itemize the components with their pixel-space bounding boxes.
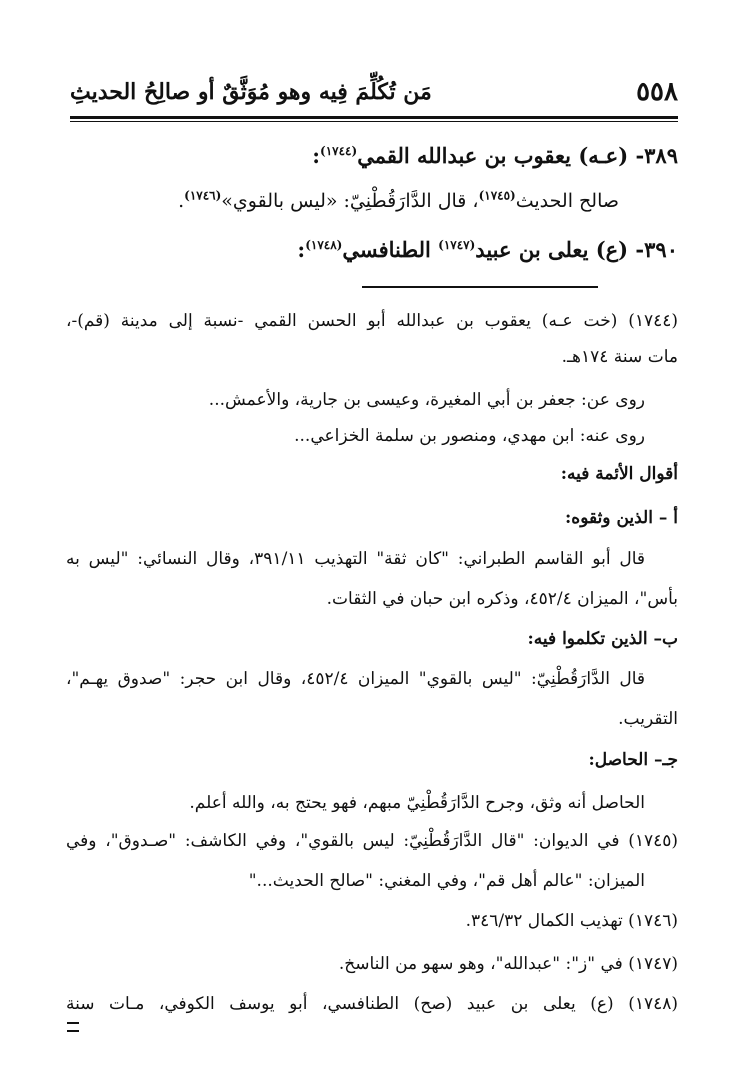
entry-389-colon: : [312, 143, 321, 168]
footnote-1744-line-1: (١٧٤٤) (خت عـه) يعقوب بن عبدالله أبو الحسن القمي -نسبة إلى مدينة (قم)-، [66, 311, 678, 331]
page-number: ٥٥٨ [636, 77, 678, 107]
heading-imams-sayings: أقوال الأئمة فيه: [560, 464, 678, 484]
conclusion-line: الحاصل أنه وثق، وجرح الدَّارَقُطْنِيّ مبهم، فهو يحتج به، والله أعلم. [189, 793, 645, 813]
footnote-1744-narrated-from: روى عن: جعفر بن أبي المغيرة، وعيسى بن جارية، والأعمش... [208, 390, 645, 410]
header-rule-thin [70, 121, 678, 122]
footnote-1746: (١٧٤٦) تهذيب الكمال ٣٤٦/٣٢. [465, 911, 678, 931]
entry-389-body [178, 186, 619, 216]
heading-those-who-trusted: أ – الذين وثقوه: [565, 508, 678, 528]
entry-390-heading [297, 235, 678, 265]
note-ref-1748: (١٧٤٨) [305, 238, 343, 252]
header-rule-thick [70, 116, 678, 119]
criticized-line-2: التقريب. [618, 709, 678, 729]
footnote-1745-line-2: الميزان: "عالم أهل قم"، وفي المغني: "صالح الحديث..." [248, 871, 645, 891]
entry-390-title: ٣٩٠- (ع) يعلى بن عبيد [475, 237, 678, 262]
footnote-1745-line-1: (١٧٤٥) في الديوان: "قال الدَّارَقُطْنِيّ: ليس بالقوي"، وفي الكاشف: "صـدوق"، وفي [66, 831, 678, 851]
running-title: مَن تُكُلِّمَ فِيه وهو مُوَثَّقٌ أو صالِحُ الحديثِ [70, 79, 432, 105]
note-ref-1746: (١٧٤٦) [184, 188, 222, 203]
note-ref-1745: (١٧٤٥) [478, 188, 516, 203]
entry-389-text-b: ، قال الدَّارَقُطْنِيّ: «ليس بالقوي» [221, 190, 479, 212]
footnote-1744-narrated-by: روى عنه: ابن مهدي، ومنصور بن سلمة الخزاعي... [294, 426, 645, 446]
footnote-1748-line-1: (١٧٤٨) (ع) يعلى بن عبيد (صح) الطنافسي، أبو يوسف الكوفي، مـات سنة [66, 994, 678, 1014]
entry-389-title: ٣٨٩- (عـه) يعقوب بن عبدالله القمي [357, 143, 678, 168]
entry-390-nisba: الطنافسي [342, 237, 439, 262]
heading-conclusion: جـ– الحاصل: [588, 750, 678, 770]
entry-390-colon: : [297, 237, 306, 262]
entry-389-text-a: صالح الحديث [515, 190, 619, 212]
page-header [70, 76, 678, 116]
footnote-separator [362, 286, 598, 288]
entry-389-heading [312, 141, 678, 171]
note-ref-1744: (١٧٤٤) [320, 144, 358, 158]
note-ref-1747: (١٧٤٧) [438, 238, 476, 252]
trusted-line-1: قال أبو القاسم الطبراني: "كان ثقة" التهذيب ٣٩١/١١، وقال النسائي: "ليس به [66, 549, 645, 569]
trusted-line-2: بأس"، الميزان ٤٥٢/٤، وذكره ابن حبان في الثقات. [326, 589, 678, 609]
heading-those-who-criticized: ب– الذين تكلموا فيه: [527, 629, 678, 649]
footnote-1747: (١٧٤٧) في "ز": "عبدالله"، وهو سهو من الناسخ. [338, 954, 678, 974]
entry-389-text-end: . [178, 190, 185, 212]
footnote-1744-line-2: مات سنة ١٧٤هـ. [561, 347, 678, 367]
criticized-line-1: قال الدَّارَقُطْنِيّ: "ليس بالقوي" الميزان ٤٥٢/٤، وقال ابن حجر: "صدوق يهـم"، [66, 669, 645, 689]
continuation-mark [67, 1022, 79, 1032]
